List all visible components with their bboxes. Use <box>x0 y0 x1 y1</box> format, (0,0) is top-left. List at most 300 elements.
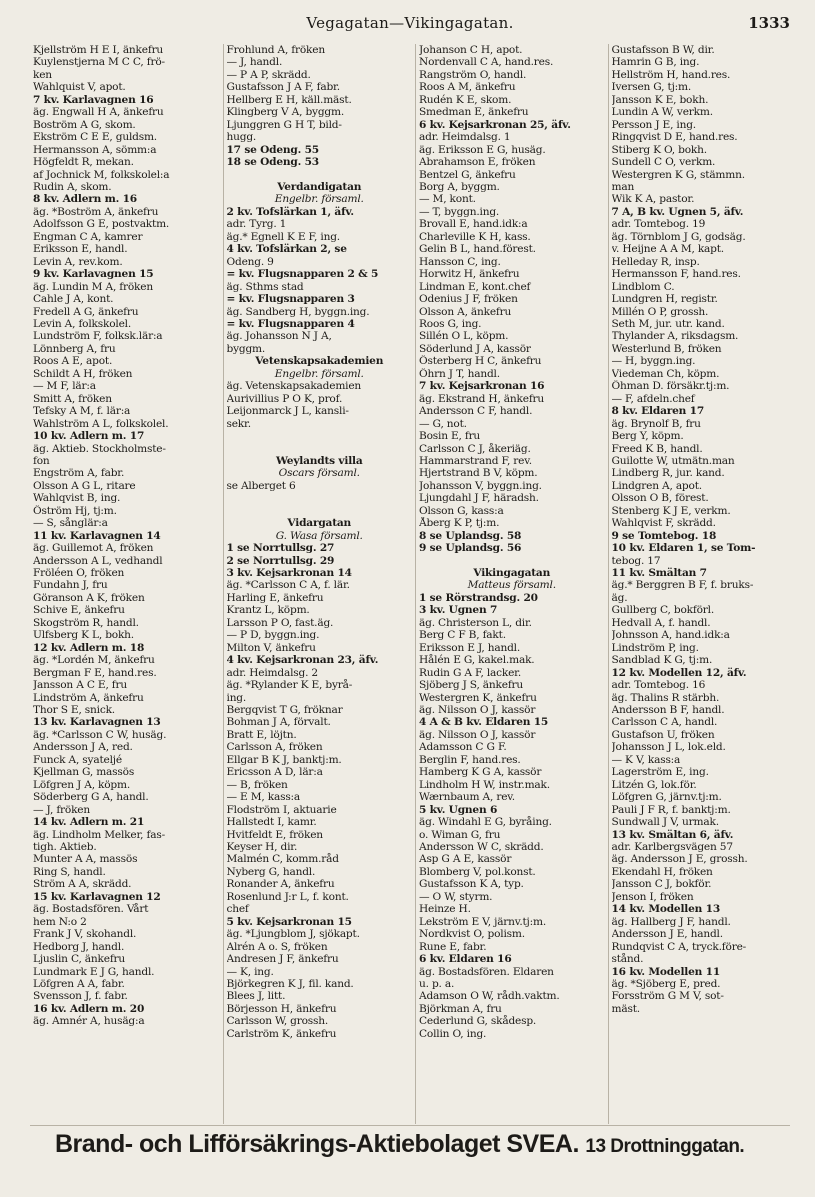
directory-line: Wahlström A L, folkskolel. <box>33 417 169 430</box>
directory-line: Bohman J A, förvalt. <box>226 716 331 729</box>
directory-line: Hjertstrand B V, köpm. <box>419 467 538 480</box>
directory-line: Alrén A o. S, fröken <box>226 940 328 953</box>
directory-line: Fredell A G, änkefru <box>33 305 139 318</box>
directory-line: Jenson I, fröken <box>611 890 694 903</box>
directory-line: Gustafsson K A, typ. <box>419 878 524 891</box>
directory-line: Berg C F B, fakt. <box>419 629 506 642</box>
directory-line: äg. Guillemot A, fröken <box>33 542 154 555</box>
directory-line: — O W, styrm. <box>419 890 493 903</box>
directory-line: äg. Bostadsfören. Vårt <box>33 903 149 916</box>
directory-line: Boström A G, skom. <box>33 118 136 131</box>
directory-line: Jansson C J, bokför. <box>611 878 712 891</box>
directory-line: Fundahn J, fru <box>33 579 108 592</box>
directory-line: 13 kv. Smältan 6, äfv. <box>611 828 734 841</box>
directory-line: adr. Tomtebog. 16 <box>611 679 706 692</box>
directory-line: = kv. Flugsnapparen 4 <box>226 317 355 330</box>
directory-line: Verdandigatan <box>277 180 362 193</box>
directory-line: — K, ing. <box>226 965 274 978</box>
directory-line: 2 kv. Tofslärkan 1, äfv. <box>226 205 354 218</box>
directory-line: Westergren K, änkefru <box>419 691 537 704</box>
directory-line: Charleville K H, kass. <box>419 230 531 243</box>
directory-line: Söderberg G A, handl. <box>33 791 149 804</box>
directory-line: adr. Heimdalsg. 2 <box>226 666 318 679</box>
directory-line: Hamrin G B, ing. <box>611 56 700 69</box>
directory-line: Berg Y, köpm. <box>611 430 684 443</box>
directory-line: Gustafson U, fröken <box>611 728 715 741</box>
directory-line: Levin A, rev.kom. <box>33 255 123 268</box>
directory-line: äg.* Egnell K E F, ing. <box>226 230 340 243</box>
directory-line: adr. Karlbergsvägen 57 <box>611 841 733 853</box>
directory-line: man <box>611 180 635 193</box>
directory-line: Frank J V, skohandl. <box>33 928 137 941</box>
directory-line: Thor S E, snick. <box>33 704 115 717</box>
directory-line: Wahlqvist B, ing. <box>33 492 121 505</box>
directory-line: Leijonmarck J L, kansli- <box>226 405 349 418</box>
page-title: Vegagatan—Vikingagatan. <box>306 14 514 32</box>
directory-line: äg. Sandberg H, byggn.ing. <box>226 305 370 318</box>
directory-line: Heinze H. <box>419 903 471 916</box>
directory-line: 8 kv. Eldaren 17 <box>611 405 704 418</box>
directory-line: — M, kont. <box>419 193 476 206</box>
directory-line: Johanson C H, apot. <box>419 44 523 56</box>
directory-line: Carlsson C A, handl. <box>611 716 718 729</box>
directory-line: äg. <box>611 591 628 604</box>
directory-line: Oscars församl. <box>278 467 360 480</box>
directory-line: Nyberg G, handl. <box>226 865 316 878</box>
directory-line: Guilotte W, utmätn.man <box>611 454 735 467</box>
directory-line: se Alberget 6 <box>226 479 296 492</box>
directory-line: 10 kv. Eldaren 1, se Tom- <box>611 542 756 555</box>
directory-line: Lundström F, folksk.lär:a <box>33 330 163 343</box>
directory-line: 2 se Norrtullsg. 29 <box>226 554 335 567</box>
directory-line: Olsson G, kass:a <box>419 504 504 517</box>
directory-line: Wærnbaum A, rev. <box>419 791 515 804</box>
directory-line: chef <box>226 903 249 916</box>
directory-line: Lindström P, ing. <box>611 641 699 654</box>
directory-line: äg. Nilsson O J, kassör <box>419 704 536 717</box>
directory-line: Olsson O B, förest. <box>611 492 709 505</box>
directory-line: Roos A E, apot. <box>33 355 113 368</box>
directory-line: Ericsson A D, lär:a <box>226 766 323 779</box>
directory-line: Andersson C F, handl. <box>419 405 533 418</box>
directory-line: Roos A M, änkefru <box>419 81 516 94</box>
directory-line: äg. *Sjöberg E, pred. <box>611 977 721 990</box>
directory-line: Aurivillius P O K, prof. <box>226 392 343 405</box>
directory-line: Ronander A, änkefru <box>226 878 335 891</box>
directory-line: Odeng. 9 <box>226 255 274 268</box>
directory-line: Hvitfeldt E, fröken <box>226 828 323 841</box>
directory-line: Forsström G M V, sot- <box>611 990 724 1003</box>
directory-line: Engelbr. församl. <box>274 367 364 380</box>
directory-line: Vidargatan <box>287 517 352 530</box>
directory-line: Sillén O L, köpm. <box>419 330 509 343</box>
directory-line: Sjöberg J S, änkefru <box>419 679 524 692</box>
directory-line: Jansson A C E, fru <box>33 679 127 692</box>
directory-line: Lindman E, kont.chef <box>419 280 531 293</box>
directory-line: Westerlund B, fröken <box>611 342 722 355</box>
directory-line: 6 kv. Kejsarkronan 25, äfv. <box>419 118 571 131</box>
directory-line: Vikingagatan <box>473 567 551 580</box>
directory-line: Engman C A, kamrer <box>33 230 143 243</box>
directory-line: äg. Hallberg J F, handl. <box>611 915 731 928</box>
directory-line: äg. Törnblom J G, godsäg. <box>611 230 746 243</box>
directory-line: Lindblom C. <box>611 280 675 293</box>
directory-line: Ring S, handl. <box>33 865 106 878</box>
directory-line: Lindström A, änkefru <box>33 691 144 704</box>
directory-line: Ljuslin C, änkefru <box>33 953 126 966</box>
directory-line: — P A P, skrädd. <box>226 68 311 81</box>
column-4 <box>608 44 801 1124</box>
directory-line: Gelin B L, hand.förest. <box>419 243 536 256</box>
directory-line: Stiberg K O, bokh. <box>611 143 707 156</box>
directory-line: Wahlqvist F, skrädd. <box>611 517 716 530</box>
directory-line: Öhman D. försäkr.tj:m. <box>611 380 730 393</box>
directory-line: Hansson C, ing. <box>419 255 501 268</box>
directory-line: 9 se Uplandsg. 56 <box>419 542 522 555</box>
directory-line: Hermansson F, hand.res. <box>611 268 741 281</box>
directory-line: Litzén G, lok.för. <box>611 778 697 791</box>
directory-line: Lindberg R, jur. kand. <box>611 467 725 480</box>
directory-line: hem N:o 2 <box>33 915 87 928</box>
directory-line: Ekström C E E, guldsm. <box>33 131 157 144</box>
directory-line: Seth M, jur. utr. kand. <box>611 317 725 330</box>
directory-line: Lagerström E, ing. <box>611 766 709 779</box>
directory-line: äg. Bostadsfören. Eldaren <box>419 965 554 978</box>
directory-line: Thylander A, riksdagsm. <box>611 330 739 343</box>
directory-line: 7 kv. Karlavagnen 16 <box>33 93 154 106</box>
directory-line: Olsson A, änkefru <box>419 305 512 318</box>
directory-line: Bentzel G, änkefru <box>419 168 516 181</box>
directory-line: Milton V, änkefru <box>226 641 316 654</box>
directory-line: Gustafsson J A F, fabr. <box>226 81 340 94</box>
column-1 <box>30 44 223 1124</box>
directory-line: Pauli J F R, f. banktj:m. <box>611 803 731 816</box>
directory-line: Andersson A L, vedhandl <box>33 554 163 567</box>
directory-line: 11 kv. Karlavagnen 14 <box>33 529 161 542</box>
directory-line: Munter A A, massös <box>33 853 138 866</box>
directory-line: 3 kv. Kejsarkronan 14 <box>226 567 352 580</box>
directory-line: Larsson P O, fast.äg. <box>226 616 334 629</box>
directory-line: Johnsson A, hand.idk:a <box>611 629 730 642</box>
directory-line: Weylandts villa <box>275 454 363 467</box>
directory-line: 12 kv. Adlern m. 18 <box>33 641 145 654</box>
advertisement-address: 13 Drottninggatan. <box>585 1136 745 1157</box>
page-header <box>30 14 790 36</box>
directory-line: af Jochnick M, folkskolel:a <box>33 168 170 181</box>
directory-line <box>227 430 413 442</box>
directory-line: hugg. <box>226 131 257 144</box>
directory-line: Carlsson A, fröken <box>226 741 323 754</box>
directory-line: byggm. <box>226 342 266 355</box>
directory-line: Carlström K, änkefru <box>226 1027 337 1040</box>
directory-line: Lindgren A, apot. <box>611 479 702 492</box>
directory-line: = kv. Flugsnapparen 3 <box>226 293 355 306</box>
directory-line: Wahlquist V, apot. <box>33 81 126 94</box>
directory-line: Harling E, änkefru <box>226 591 324 604</box>
directory-line: äg. Johansson N J A, <box>226 330 332 343</box>
directory-line: 7 kv. Kejsarkronan 16 <box>419 380 545 393</box>
directory-line: — H, byggn.ing. <box>611 355 696 368</box>
directory-line: äg. Brynolf B, fru <box>611 417 701 430</box>
directory-line: Ulfsberg K L, bokh. <box>33 629 134 642</box>
directory-line: Löfgren J A, köpm. <box>33 778 131 791</box>
directory-line: Österberg H C, änkefru <box>419 355 542 368</box>
directory-line: 4 A & B kv. Eldaren 15 <box>419 716 549 729</box>
directory-line: 14 kv. Modellen 13 <box>611 903 720 916</box>
directory-line: 17 se Odeng. 55 <box>226 143 319 156</box>
directory-line: Andersson W C, skrädd. <box>419 841 544 853</box>
directory-line: Ljunggren G H T, bild- <box>226 118 342 131</box>
directory-line: Öhrn J T, handl. <box>419 367 500 380</box>
directory-line: äg. Vetenskapsakademien <box>226 380 362 393</box>
directory-line: äg. *Carlsson C A, f. lär. <box>226 579 350 592</box>
directory-line: Funck A, syateljé <box>33 753 122 766</box>
directory-line: Hellberg E H, käll.mäst. <box>226 93 352 106</box>
directory-line: Levin A, folkskolel. <box>33 317 132 330</box>
directory-line: 13 kv. Karlavagnen 13 <box>33 716 161 729</box>
directory-line: 6 kv. Eldaren 16 <box>419 953 512 966</box>
directory-line: äg. Lindholm Melker, fas- <box>33 828 165 841</box>
directory-line: 7 A, B kv. Ugnen 5, äfv. <box>611 205 744 218</box>
column-2 <box>223 44 416 1124</box>
directory-line: Gustafsson B W, dir. <box>611 44 715 56</box>
directory-line: Andersson J A, red. <box>33 741 133 754</box>
directory-line: Cahle J A, kont. <box>33 293 114 306</box>
directory-line: adr. Tomtebog. 19 <box>611 218 706 231</box>
directory-line: äg. Nilsson O J, kassör <box>419 728 536 741</box>
directory-line: Sundwall J V, urmak. <box>611 816 719 829</box>
directory-line: Helleday R, insp. <box>611 255 700 268</box>
directory-line: Carlsson W, grossh. <box>226 1015 329 1028</box>
directory-line: Adamsson C G F. <box>419 741 507 754</box>
directory-line: Olsson A G L, ritare <box>33 479 136 492</box>
directory-line: — J, handl. <box>226 56 283 69</box>
directory-line: Berglin F, hand.res. <box>419 753 521 766</box>
advertisement-text: Brand- och Lifförsäkrings-Aktiebolaget SVEA. <box>55 1130 579 1158</box>
directory-line: Schildt A H, fröken <box>33 367 133 380</box>
directory-line: Löfgren G, järnv.tj:m. <box>611 791 722 804</box>
directory-line: Bergqvist T G, fröknar <box>226 704 343 717</box>
directory-line: Nordkvist O, polism. <box>419 928 525 941</box>
directory-line: äg. *Carlsson C W, husäg. <box>33 728 167 741</box>
directory-line: Hellström H, hand.res. <box>611 68 731 81</box>
directory-line: Cederlund G, skådesp. <box>419 1015 537 1028</box>
directory-line: Roos G, ing. <box>419 317 482 330</box>
directory-line: Ekendahl H, fröken <box>611 865 713 878</box>
directory-line: fon <box>33 454 50 467</box>
directory-line: Johansson V, byggn.ing. <box>419 479 542 492</box>
directory-line: Kjellman G, massös <box>33 766 135 779</box>
directory-line: äg. *Ljungblom J, sjökapt. <box>226 928 360 941</box>
directory-line: Engelbr. församl. <box>274 193 364 206</box>
page-number: 1333 <box>748 14 790 32</box>
directory-line: Borg A, byggm. <box>419 180 500 193</box>
directory-line: Matteus församl. <box>467 579 556 592</box>
directory-line: Ringqvist D E, hand.res. <box>611 131 738 144</box>
directory-line: Smedman E, änkefru <box>419 106 529 119</box>
directory-line: äg. Windahl E G, byråing. <box>419 816 552 829</box>
directory-line: Sandblad K G, tj:m. <box>611 654 713 667</box>
directory-line: 4 kv. Tofslärkan 2, se <box>226 243 347 256</box>
directory-line: Stenberg K J E, verkm. <box>611 504 731 517</box>
directory-line: äg. *Rylander K E, byrå- <box>226 679 353 692</box>
directory-line: Brovall E, hand.idk:a <box>419 218 528 231</box>
directory-line: Hammarstrand F, rev. <box>419 454 532 467</box>
directory-line: 15 kv. Karlavagnen 12 <box>33 890 161 903</box>
directory-line: äg. *Lordén M, änkefru <box>33 654 155 667</box>
directory-line: sekr. <box>226 417 251 430</box>
directory-line <box>227 492 413 504</box>
directory-line: Rosenlund J:r L, f. kont. <box>226 890 349 903</box>
directory-line: Hermansson A, sömm:a <box>33 143 157 156</box>
directory-line: Lekström E V, järnv.tj:m. <box>419 915 547 928</box>
directory-line: Lundgren H, registr. <box>611 293 718 306</box>
directory-columns <box>30 44 800 1124</box>
directory-line: Millén O P, grossh. <box>611 305 709 318</box>
directory-line: G. Wasa församl. <box>275 529 363 542</box>
directory-line: Rundqvist C A, tryck.före- <box>611 940 747 953</box>
directory-line: Malmén C, komm.råd <box>226 853 339 866</box>
directory-line: Tefsky A M, f. lär:a <box>33 405 131 418</box>
directory-line: Jansson K E, bokh. <box>611 93 709 106</box>
directory-line: Blees J, litt. <box>226 990 286 1003</box>
directory-line: Engström A, fabr. <box>33 467 125 480</box>
directory-line: Kuylenstjerna M C C, frö- <box>33 56 165 69</box>
directory-line: u. p. a. <box>419 977 455 990</box>
directory-line: Freed K B, handl. <box>611 442 703 455</box>
directory-line: Westergren K G, stämmn. <box>611 168 745 181</box>
directory-line: Bratt E, löjtn. <box>226 728 297 741</box>
directory-line: ing. <box>226 691 247 704</box>
directory-line: tebog. 17 <box>611 554 661 567</box>
directory-line: Hedborg J, handl. <box>33 940 125 953</box>
directory-line: = kv. Flugsnapparen 2 & 5 <box>226 268 379 281</box>
directory-line: äg. Amnér A, husäg:a <box>33 1015 145 1028</box>
directory-line: Gullberg C, bokförl. <box>611 604 714 617</box>
directory-line: Adamson O W, rådh.vaktm. <box>419 990 560 1003</box>
directory-line: Carlsson C J, åkeriäg. <box>419 442 531 455</box>
directory-line: Bosin E, fru <box>419 430 481 443</box>
directory-line: — J, fröken <box>33 803 90 816</box>
directory-line: 16 kv. Modellen 11 <box>611 965 720 978</box>
column-3 <box>415 44 608 1124</box>
directory-line: äg. Ekstrand H, änkefru <box>419 392 545 405</box>
directory-line: — B, fröken <box>226 778 288 791</box>
directory-line: Horwitz H, änkefru <box>419 268 520 281</box>
directory-line: äg. Lundin M A, fröken <box>33 280 153 293</box>
directory-line: Krantz L, köpm. <box>226 604 310 617</box>
directory-line: 5 kv. Kejsarkronan 15 <box>226 915 352 928</box>
directory-line: Lundmark E J G, handl. <box>33 965 155 978</box>
directory-line: Lindholm H W, instr.mak. <box>419 778 550 791</box>
directory-line: — E M, kass:a <box>226 791 301 804</box>
directory-line: 16 kv. Adlern m. 20 <box>33 1002 145 1015</box>
directory-line: Flodström I, aktuarie <box>226 803 337 816</box>
directory-line: Börjesson H, änkefru <box>226 1002 337 1015</box>
directory-line: Löfgren A A, fabr. <box>33 977 125 990</box>
directory-line: Björkman A, fru <box>419 1002 502 1015</box>
directory-line: Lönnberg A, fru <box>33 342 116 355</box>
directory-line: ken <box>33 68 52 81</box>
footer-divider <box>30 1125 790 1126</box>
directory-line: Sundell C O, verkm. <box>611 156 716 169</box>
directory-line: 9 kv. Karlavagnen 15 <box>33 268 154 281</box>
directory-line: Bergman F E, hand.res. <box>33 666 157 679</box>
directory-line: 5 kv. Ugnen 6 <box>419 803 498 816</box>
directory-line: Nordenvall C A, hand.res. <box>419 56 554 69</box>
directory-line: Lundin A W, verkm. <box>611 106 713 119</box>
directory-line: — M F, lär:a <box>33 380 96 393</box>
directory-line: äg. Andersson J E, grossh. <box>611 853 748 866</box>
directory-line: 1 se Norrtullsg. 27 <box>226 542 335 555</box>
directory-line: — F, afdeln.chef <box>611 392 695 405</box>
directory-line: 9 se Tomtebog. 18 <box>611 529 717 542</box>
directory-line: Rudén K E, skom. <box>419 93 512 106</box>
directory-line: Skogström R, handl. <box>33 616 139 629</box>
directory-line: adr. Heimdalsg. 1 <box>419 131 511 144</box>
directory-line: mäst. <box>611 1002 640 1015</box>
directory-line: äg. Christerson L, dir. <box>419 616 532 629</box>
directory-line: 1 se Rörstrandsg. 20 <box>419 591 538 604</box>
directory-line: 10 kv. Adlern m. 17 <box>33 430 145 443</box>
directory-line: Johansson J L, lok.eld. <box>611 741 726 754</box>
directory-line: 3 kv. Ugnen 7 <box>419 604 498 617</box>
directory-line: Andersson B F, handl. <box>611 704 725 717</box>
directory-line: Abrahamson E, fröken <box>419 156 536 169</box>
directory-line: Hålén E G, kakel.mak. <box>419 654 535 667</box>
directory-line: Eriksson E, handl. <box>33 243 128 256</box>
directory-line: Hamberg K G A, kassör <box>419 766 542 779</box>
directory-line: Andersson J E, handl. <box>611 928 723 941</box>
directory-line: adr. Tyrg. 1 <box>226 218 287 231</box>
directory-line: Frohlund A, fröken <box>226 44 325 56</box>
directory-line: äg. Sthms stad <box>226 280 304 293</box>
directory-line: Ström A A, skrädd. <box>33 878 132 891</box>
directory-line: Iversen G, tj:m. <box>611 81 692 94</box>
directory-line: — T, byggn.ing. <box>419 205 500 218</box>
directory-line: Collin O, ing. <box>419 1027 487 1040</box>
directory-line: 11 kv. Smältan 7 <box>611 567 707 580</box>
directory-line: Vetenskapsakademien <box>255 355 384 368</box>
directory-line: 18 se Odeng. 53 <box>226 156 319 169</box>
directory-line: v. Heijne A A M, kapt. <box>611 243 724 256</box>
directory-line: Ellgar B K J, banktj:m. <box>226 753 342 766</box>
directory-line: Wik K A, pastor. <box>611 193 695 206</box>
directory-line: Andresen J F, änkefru <box>226 953 339 966</box>
directory-line: äg. Thalins R stärbh. <box>611 691 720 704</box>
directory-line: — S, sånglär:a <box>33 517 108 530</box>
directory-line: Göranson A K, fröken <box>33 591 145 604</box>
directory-line: Ljungdahl J F, häradsh. <box>419 492 539 505</box>
directory-line: Keyser H, dir. <box>226 841 298 853</box>
directory-line <box>419 555 605 567</box>
directory-line: äg. Engwall H A, änkefru <box>33 106 164 119</box>
directory-line: — P D, byggn.ing. <box>226 629 320 642</box>
directory-line: äg. Aktieb. Stockholmste- <box>33 442 166 455</box>
directory-line: 4 kv. Kejsarkronan 23, äfv. <box>226 654 379 667</box>
directory-line: 12 kv. Modellen 12, äfv. <box>611 666 747 679</box>
directory-line: Rangström O, handl. <box>419 68 527 81</box>
directory-line: 14 kv. Adlern m. 21 <box>33 816 145 829</box>
directory-line: Persson J E, ing. <box>611 118 696 131</box>
directory-line: Schive E, änkefru <box>33 604 125 617</box>
directory-line: Klingberg V A, byggm. <box>226 106 345 119</box>
advertisement <box>55 1130 815 1159</box>
directory-line <box>227 443 413 455</box>
directory-line: — G, not. <box>419 417 467 430</box>
directory-line: 8 kv. Adlern m. 16 <box>33 193 137 206</box>
directory-line: Svensson J, f. fabr. <box>33 990 128 1003</box>
